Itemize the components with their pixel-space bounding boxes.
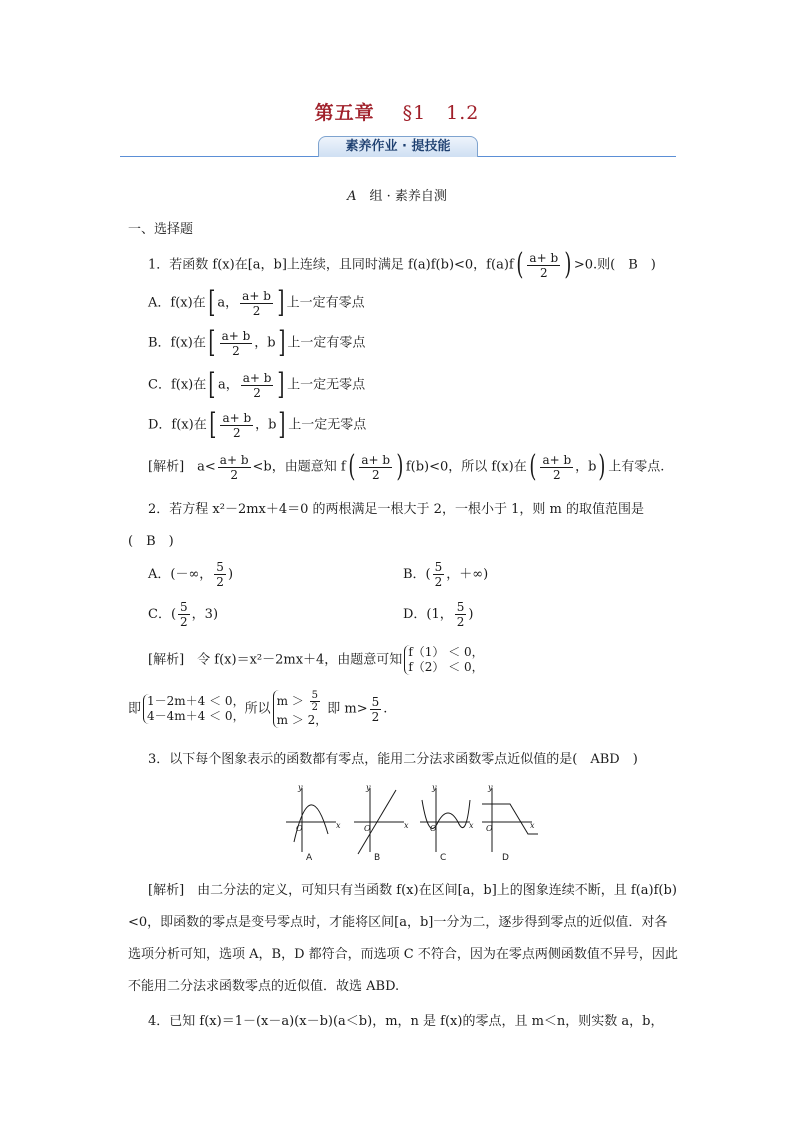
q1-answer: >0.则( B ): [573, 257, 656, 273]
banner-label: 素养作业 · 提技能: [318, 136, 478, 157]
q1-option-b: B．f(x)在[ $\frac{a+ b}{2}$ ，b] 上一定有零点: [148, 325, 366, 360]
page-title: [0, 98, 794, 125]
q1-option-d: D．f(x)在[ $\frac{a+ b}{2}$ ，b] 上一定无零点: [148, 407, 367, 442]
q1-analysis: [解析] a< $\frac{a+ b}{2}$ <b，由题意知 f( $\frac{a+ b}{2}$ ) f(b)<0，所以 f(x)在( $\frac{a+ b}{2}$ ，b) 上有零点.: [148, 449, 665, 484]
graph-c-label: C: [440, 853, 447, 862]
group-label: 组 · 素养自测: [369, 189, 447, 204]
graph-a-y-label: y: [298, 783, 303, 792]
q3-stem: 3．以下每个图象表示的函数都有零点，能用二分法求函数零点近似值的是( ABD ): [148, 752, 638, 767]
graph-d-y-label: y: [488, 783, 493, 792]
q3-graphs: [282, 782, 542, 862]
graph-c-origin: O: [430, 824, 437, 833]
q1-frac: $\frac{a+ b}{2}$: [529, 250, 559, 280]
group-letter: A: [347, 189, 357, 204]
q4-stem: 4．已知 f(x)＝1－(x－a)(x－b)(a＜b)，m，n 是 f(x)的零点，且 m＜n，则实数 a，b，: [148, 1014, 664, 1029]
q2-option-c: C．( $\frac{5}{2}$ ，3): [148, 600, 219, 629]
q1-stem: 1．若函数 f(x)在[a，b]上连续，且同时满足 f(a)f(b)<0，f(a)f( $\frac{a+ b}{2}$ ) >0.则( B ): [148, 247, 656, 282]
graph-d-x-label: x: [530, 821, 535, 830]
section-number: §1 1.2: [402, 102, 480, 124]
q2-answer: ( B ): [128, 534, 174, 549]
chapter-title: 第五章: [314, 102, 375, 124]
graph-d-label: D: [502, 853, 509, 862]
graph-c-x-label: x: [469, 821, 474, 830]
graph-a-x-label: x: [336, 821, 341, 830]
banner: [120, 136, 676, 160]
graph-b-y-label: y: [366, 783, 371, 792]
q3-analysis: [解析] 由二分法的定义，可知只有当函数 f(x)在区间[a，b]上的图象连续不断，且 f(a)f(b) <0，即函数的零点是变号零点时，才能将区间[a，b]一分为二，逐步得到零点的近似值．对各选项分析可知，选项 A，B，D 都符合，而选项 C 不符合，因为在零点两侧函数值不异号，因此不能用二分法求函数零点的近似值．故选 ABD.: [128, 883, 678, 994]
graph-b-x-label: x: [404, 821, 409, 830]
graph-b-origin: O: [364, 824, 371, 833]
q2-option-a: A．(－∞， $\frac{5}{2}$ ): [148, 560, 234, 589]
q2-analysis-line1: [解析] 令 f(x)＝x²－2mx＋4，由题意可知 f（1） ＜ 0， f（2） ＜ 0，: [148, 645, 484, 674]
q2-analysis-line2: 即 1－2m＋4 ＜ 0， 4－4m＋4 ＜ 0， 所以 m ＞ $\frac{5}{2}$ m ＞ 2， 即 m> $\frac{5}{2}$ .: [128, 690, 388, 727]
graph-a-origin: O: [296, 824, 303, 833]
q3-figure: [282, 782, 542, 862]
q1-option-a: A．f(x)在[ a， $\frac{a+ b}{2}$ ] 上一定有零点: [148, 285, 365, 320]
section-heading: 一、选择题: [128, 222, 194, 237]
q2-stem: 2．若方程 x²－2mx＋4＝0 的两根满足一根大于 2，一根小于 1，则 m 的取值范围是: [148, 502, 644, 517]
graph-a-label: A: [306, 853, 313, 862]
group-heading: [0, 185, 794, 204]
graph-d-origin: O: [486, 824, 493, 833]
q1-option-c: C．f(x)在[ a， $\frac{a+ b}{2}$ ] 上一定无零点: [148, 367, 366, 402]
q1-stem-text: 1．若函数 f(x)在[a，b]上连续，且同时满足 f(a)f(b)<0，f(a)f: [148, 257, 514, 273]
q2-option-d: D．(1， $\frac{5}{2}$ ): [403, 600, 474, 629]
graph-c-y-label: y: [432, 783, 437, 792]
q2-option-b: B．( $\frac{5}{2}$ ，＋∞): [403, 560, 489, 589]
graph-b-label: B: [374, 853, 381, 862]
